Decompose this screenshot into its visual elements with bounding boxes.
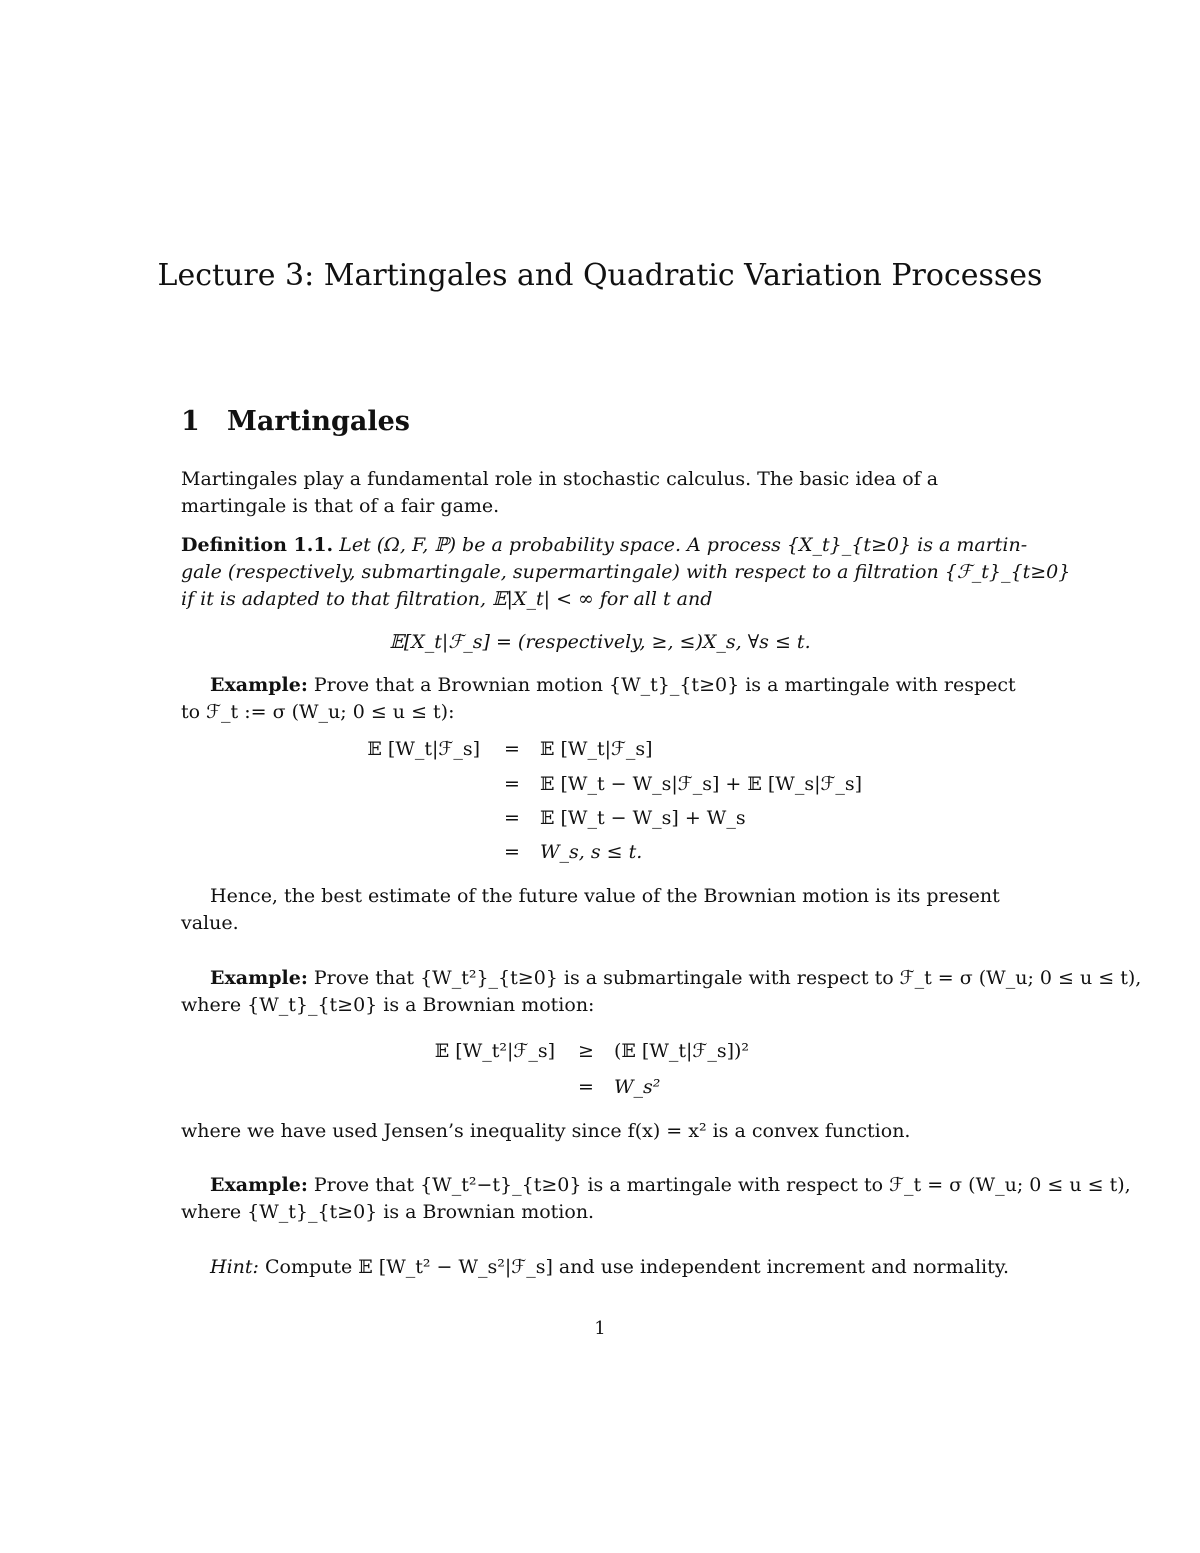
example1-conclusion-line-1: Hence, the best estimate of the future value of the Brownian motion is its present [210, 885, 1000, 907]
eq-lhs: 𝔼 [W_t²|ℱ_s] [434, 1040, 555, 1062]
example2-conclusion: where we have used Jensen’s inequality since f(x) = x² is a convex function. [181, 1120, 911, 1142]
example1-eq-row-2 [0, 773, 1200, 805]
example1-eq-row-1 [0, 738, 1200, 770]
definition-text-1: Let (Ω, F, ℙ) be a probability space. A process {X_t}_{t≥0} is a martin- [339, 534, 1028, 556]
intro-line-2: martingale is that of a fair game. [181, 495, 500, 517]
page-title: Lecture 3: Martingales and Quadratic Variation Processes [157, 258, 1043, 293]
eq-relation: = [504, 841, 520, 863]
eq-rhs: W_s² [614, 1076, 661, 1098]
example1-text-1: Prove that a Brownian motion {W_t}_{t≥0} is a martingale with respect [313, 674, 1016, 696]
eq-relation: = [578, 1076, 594, 1098]
hint-line [210, 1254, 1009, 1281]
example3-line-1 [210, 1172, 1131, 1199]
eq-relation: = [504, 738, 520, 760]
definition-line-1 [181, 532, 1027, 559]
example2-eq-row-1 [0, 1040, 1200, 1072]
eq-rhs: 𝔼 [W_t − W_s|ℱ_s] + 𝔼 [W_s|ℱ_s] [540, 773, 863, 795]
eq-rhs: 𝔼 [W_t − W_s] + W_s [540, 807, 746, 829]
example1-conclusion-line-2: value. [181, 912, 239, 934]
example1-line-2: to ℱ_t := σ (W_u; 0 ≤ u ≤ t): [181, 701, 455, 723]
example1-label: Example: [210, 674, 308, 696]
definition-display-equation: 𝔼[X_t|ℱ_s] = (respectively, ≥, ≤)X_s, ∀s ≤ t. [389, 631, 811, 653]
hint-label: Hint: [210, 1256, 259, 1278]
example2-line-1 [210, 965, 1141, 992]
example1-eq-row-4 [0, 841, 1200, 873]
example2-text-1: Prove that {W_t²}_{t≥0} is a submartingale with respect to ℱ_t = σ (W_u; 0 ≤ u ≤ t), [313, 967, 1142, 989]
eq-rhs: 𝔼 [W_t|ℱ_s] [540, 738, 653, 760]
example3-label: Example: [210, 1174, 308, 1196]
example1-eq-row-3 [0, 807, 1200, 839]
definition-line-2: gale (respectively, submartingale, supermartingale) with respect to a filtration {ℱ_t}_{t≥0} [181, 561, 1071, 583]
eq-relation: = [504, 773, 520, 795]
example2-eq-row-2 [0, 1076, 1200, 1108]
hint-text: Compute 𝔼 [W_t² − W_s²|ℱ_s] and use independent increment and normality. [264, 1256, 1010, 1278]
section-number: 1 [181, 406, 200, 437]
example3-text-1: Prove that {W_t²−t}_{t≥0} is a martingale with respect to ℱ_t = σ (W_u; 0 ≤ u ≤ t), [313, 1174, 1131, 1196]
eq-relation: ≥ [578, 1040, 594, 1062]
section-title: Martingales [227, 406, 410, 437]
definition-line-3: if it is adapted to that filtration, 𝔼|X_t| < ∞ for all t and [181, 588, 713, 610]
example2-label: Example: [210, 967, 308, 989]
intro-line-1: Martingales play a fundamental role in stochastic calculus. The basic idea of a [181, 468, 939, 490]
eq-rhs: (𝔼 [W_t|ℱ_s])² [614, 1040, 750, 1062]
section-heading [181, 406, 410, 437]
eq-relation: = [504, 807, 520, 829]
eq-lhs: 𝔼 [W_t|ℱ_s] [367, 738, 480, 760]
eq-rhs: W_s, s ≤ t. [540, 841, 643, 863]
example2-line-2: where {W_t}_{t≥0} is a Brownian motion: [181, 994, 595, 1016]
example1-line-1 [210, 672, 1016, 699]
definition-label: Definition 1.1. [181, 534, 334, 556]
example3-line-2: where {W_t}_{t≥0} is a Brownian motion. [181, 1201, 595, 1223]
page-number: 1 [594, 1318, 606, 1339]
